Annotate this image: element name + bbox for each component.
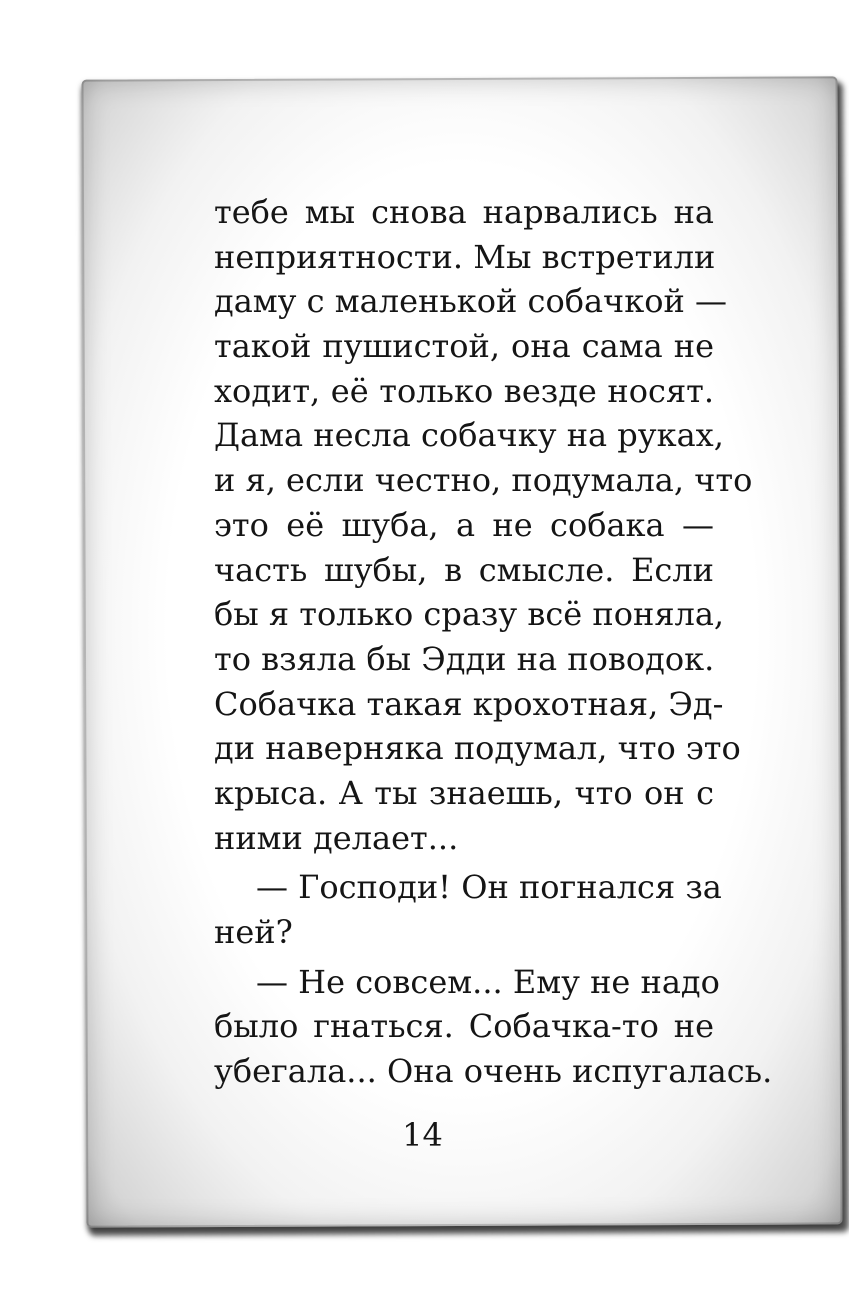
text-line: ней?	[214, 913, 293, 951]
text-line: Собачка такая крохотная, Эд-	[214, 684, 724, 723]
text-line: было гнаться. Собачка-то не	[214, 1007, 714, 1046]
text-line: Дама несла собачку на руках,	[214, 416, 724, 455]
text-line: и я, если честно, подумала, что	[214, 461, 753, 500]
dialogue-line: — Не совсем... Ему не надо	[256, 962, 720, 1001]
text-line: часть шубы, в смысле. Если	[214, 550, 714, 589]
text-line: даму с маленькой собачкой —	[214, 282, 727, 321]
page-number: 14	[402, 1116, 443, 1154]
body-text	[214, 190, 773, 1094]
text-line: ними делает...	[214, 818, 459, 857]
text-line: то взяла бы Эдди на поводок.	[214, 639, 715, 678]
text-line: ди наверняка подумал, что это	[214, 729, 741, 768]
text-line: такой пушистой, она сама не	[214, 327, 714, 366]
dialogue-line: — Господи! Он погнался за	[256, 868, 722, 907]
text-line: тебе мы снова нарвались на	[214, 193, 714, 231]
text-line: неприятности. Мы встретили	[214, 237, 716, 276]
text-line: крыса. А ты знаешь, что он с	[214, 773, 714, 812]
text-line: это её шуба, а не собака —	[214, 505, 714, 544]
text-line: ходит, её только везде носят.	[214, 371, 714, 410]
text-line: убегала... Она очень испугалась.	[214, 1052, 773, 1091]
text-line: бы я только сразу всё поняла,	[214, 595, 725, 634]
